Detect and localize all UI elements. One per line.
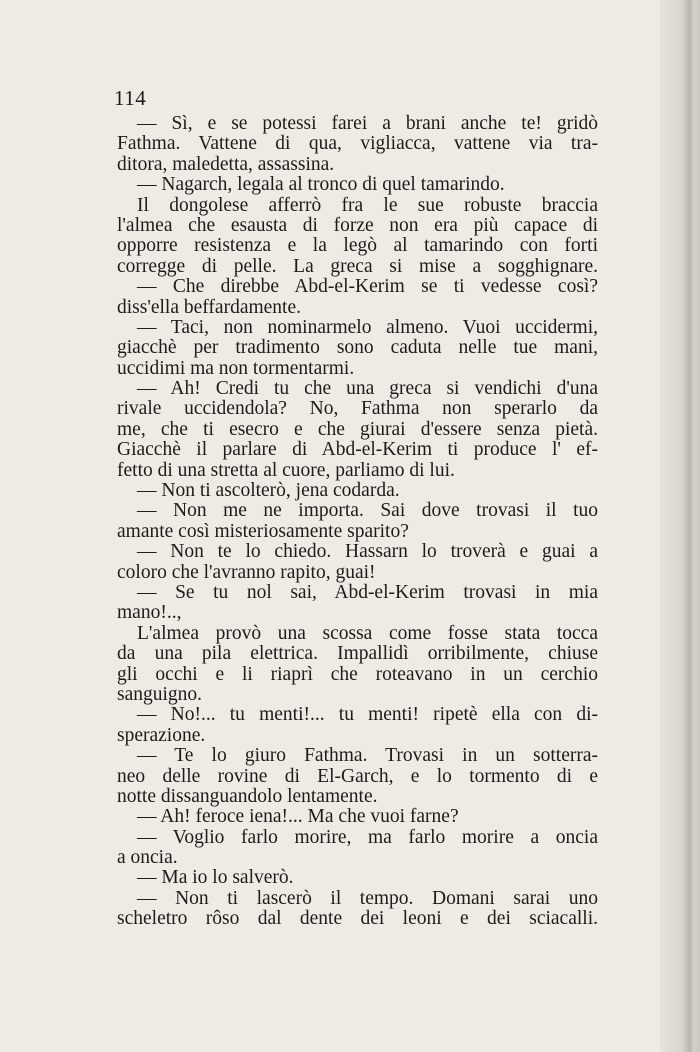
text-line: coloro che l'avranno rapito, guai! bbox=[117, 561, 376, 583]
text-line: Fathma. Vattene di qua, vigliacca, vattene via tra- bbox=[117, 133, 598, 155]
text-line: notte dissanguandolo lentamente. bbox=[117, 785, 378, 807]
text-line: — Ma io lo salverò. bbox=[137, 867, 294, 889]
page-number: 114 bbox=[114, 86, 147, 110]
page-spine-edge bbox=[660, 0, 700, 1052]
text-line: a oncia. bbox=[117, 847, 178, 869]
text-line: L'almea provò una scossa come fosse stata tocca bbox=[137, 622, 598, 644]
text-line: giacchè per tradimento sono caduta nelle tue mani, bbox=[117, 337, 598, 359]
text-line: — Che direbbe Abd-el-Kerim se ti vedesse così? bbox=[137, 276, 598, 298]
text-line: — Sì, e se potessi farei a brani anche te! gridò bbox=[137, 113, 598, 134]
text-line: opporre resistenza e la legò al tamarindo con forti bbox=[117, 235, 598, 257]
text-line: ditora, maledetta, assassina. bbox=[117, 153, 335, 175]
text-line: Il dongolese afferrò fra le sue robuste braccia bbox=[137, 194, 598, 216]
text-line: gli occhi e li riaprì che roteavano in un cerchio bbox=[117, 663, 598, 685]
text-line: — Non te lo chiedo. Hassarn lo troverà e guai a bbox=[137, 541, 598, 563]
text-line: — Non me ne importa. Sai dove trovasi il tuo bbox=[137, 500, 598, 522]
text-line: fetto di una stretta al cuore, parliamo di lui. bbox=[117, 459, 455, 481]
text-line: — Se tu nol sai, Abd-el-Kerim trovasi in mia bbox=[137, 581, 598, 603]
text-line: corregge di pelle. La greca si mise a sogghignare. bbox=[117, 255, 598, 277]
text-line: — Non ti lascerò il tempo. Domani sarai uno bbox=[137, 887, 598, 909]
text-line: sperazione. bbox=[117, 724, 206, 746]
text-line: amante così misteriosamente sparito? bbox=[117, 520, 409, 542]
text-line: neo delle rovine di El-Garch, e lo tormento di e bbox=[117, 765, 598, 787]
text-line: — Ah! Credi tu che una greca si vendichi d'una bbox=[137, 378, 598, 400]
text-line: — No!... tu menti!... tu menti! ripetè ella con di- bbox=[137, 704, 598, 726]
text-line: me, che ti esecro e che giurai d'essere senza pietà. bbox=[117, 418, 598, 440]
text-line: mano!.., bbox=[117, 602, 182, 624]
text-line: diss'ella beffardamente. bbox=[117, 296, 301, 318]
body-text bbox=[117, 114, 598, 930]
text-line: — Voglio farlo morire, ma farlo morire a oncia bbox=[137, 826, 598, 848]
text-line: — Nagarch, legala al tronco di quel tamarindo. bbox=[137, 174, 505, 196]
text-line: scheletro rôso dal dente dei leoni e dei sciacalli. bbox=[117, 908, 598, 930]
text-line: sanguigno. bbox=[117, 683, 203, 705]
text-line: — Taci, non nominarmelo almeno. Vuoi uccidermi, bbox=[137, 316, 598, 338]
text-line: l'almea che esausta di forze non era più capace di bbox=[117, 214, 598, 236]
text-line: rivale uccidendola? No, Fathma non sperarlo da bbox=[117, 398, 598, 420]
text-line: Giacchè il parlare di Abd-el-Kerim ti produce l' ef- bbox=[117, 439, 598, 461]
text-line: — Ah! feroce iena!... Ma che vuoi farne? bbox=[137, 806, 459, 828]
text-line: — Non ti ascolterò, jena codarda. bbox=[137, 480, 400, 502]
text-line: da una pila elettrica. Impallidì orribilmente, chiuse bbox=[117, 643, 598, 665]
text-line: uccidimi ma non tormentarmi. bbox=[117, 357, 355, 379]
text-line: — Te lo giuro Fathma. Trovasi in un sotterra- bbox=[137, 745, 598, 767]
